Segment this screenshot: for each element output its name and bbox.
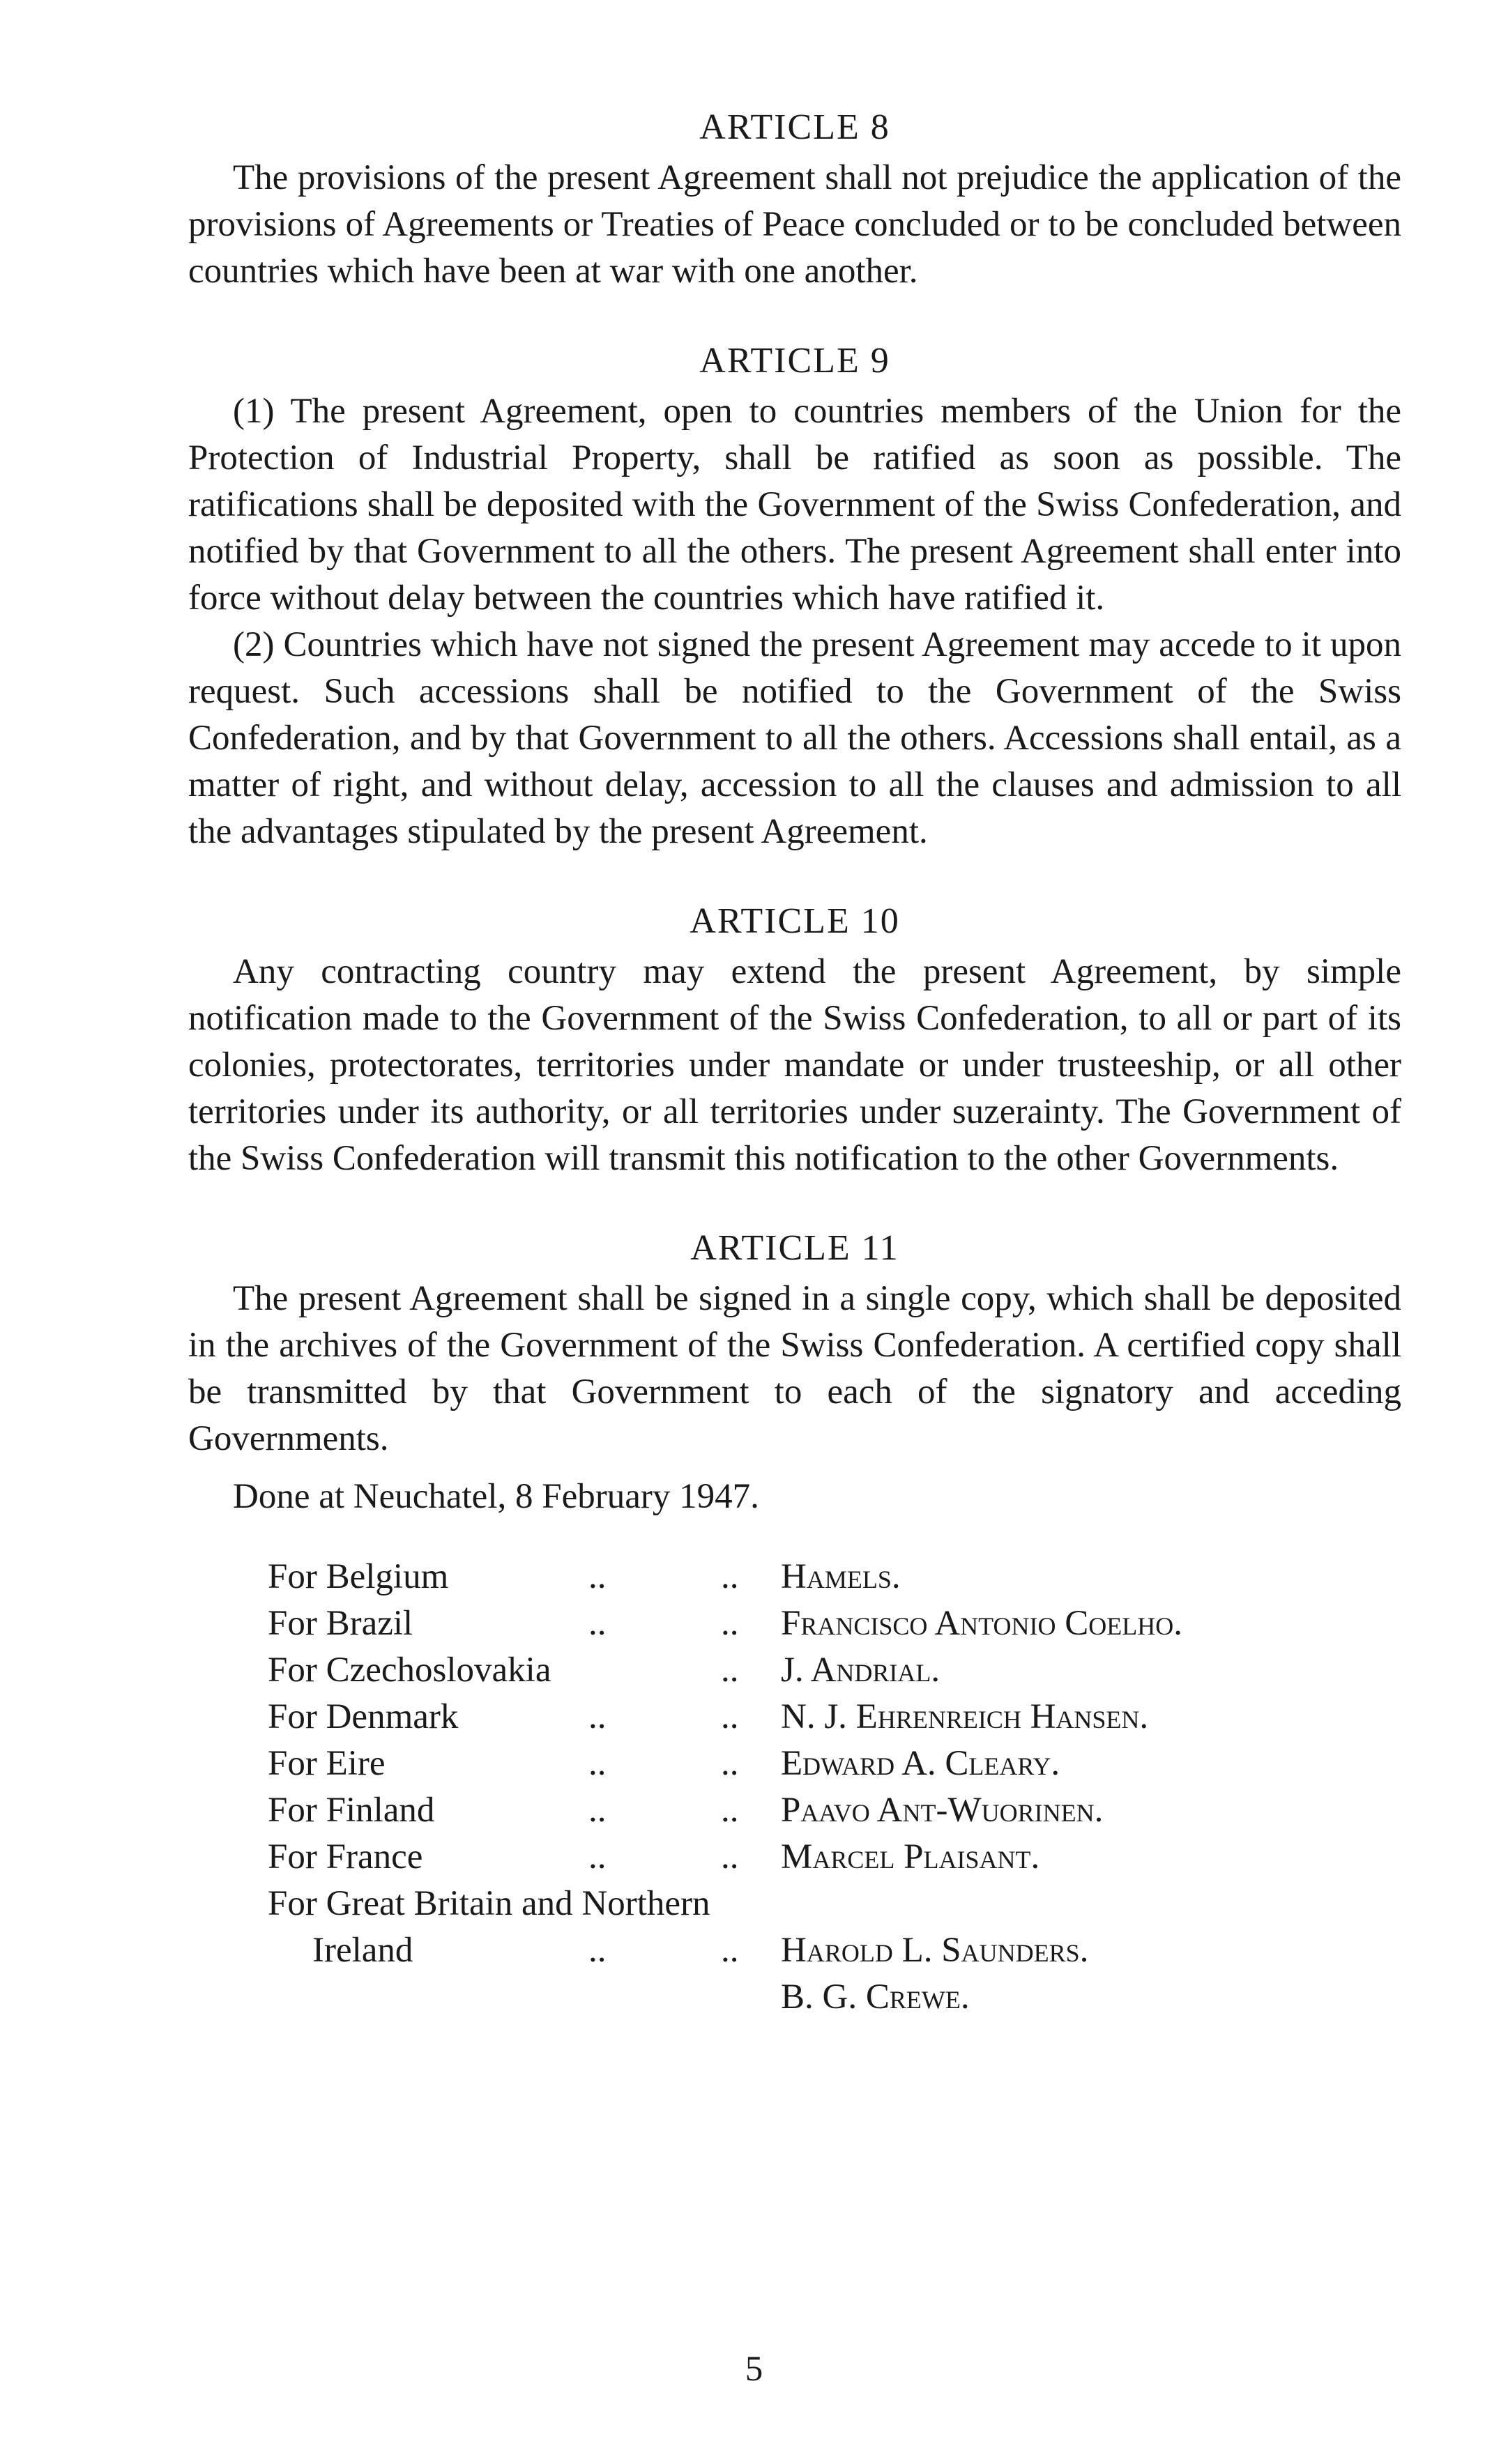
leader-dots: .. xyxy=(721,1931,739,1970)
document-page xyxy=(188,105,1401,2021)
article-heading: ARTICLE 8 xyxy=(699,107,890,147)
leader-dots: .. xyxy=(721,1604,739,1643)
article-paragraph: The present Agreement shall be signed in a single copy, which shall be deposited in the archives of the Government of the Swiss Confederation. A certified copy shall be transmitted by that Government to each of the signatory and acceding Governments. xyxy=(188,1279,1401,1458)
leader-dots: .. xyxy=(721,1557,739,1596)
leader-dots: .. xyxy=(721,1651,739,1690)
signature-country: For Finland xyxy=(268,1791,435,1830)
leader-dots: .. xyxy=(588,1931,607,1970)
signatory-name: Francisco Antonio Coelho. xyxy=(781,1604,1182,1643)
article-9 xyxy=(188,338,1401,855)
leader-dots: .. xyxy=(721,1791,739,1830)
signatory-name: N. J. Ehrenreich Hansen. xyxy=(781,1697,1149,1736)
leader-dots: .. xyxy=(721,1837,739,1876)
leader-dots: .. xyxy=(588,1791,607,1830)
signature-row-czechoslovakia xyxy=(268,1647,1401,1694)
signatory-name: Paavo Ant-Wuorinen. xyxy=(781,1791,1104,1830)
signatures-table xyxy=(268,1554,1401,2021)
article-11 xyxy=(188,1225,1401,1462)
leader-dots: .. xyxy=(721,1697,739,1736)
signatory-name: Edward A. Cleary. xyxy=(781,1744,1060,1783)
article-paragraph: The provisions of the present Agreement shall not prejudice the application of the provisions of Agreements or Treaties of Peace concluded or to be concluded between countries which have been at war with one another. xyxy=(188,158,1401,291)
signature-row-great-britain-line3 xyxy=(268,1974,1401,2021)
leader-dots: .. xyxy=(588,1604,607,1643)
article-heading: ARTICLE 11 xyxy=(690,1228,899,1268)
signatory-name: Hamels. xyxy=(781,1557,901,1596)
leader-dots xyxy=(588,1647,721,1694)
article-paragraph: (2) Countries which have not signed the present Agreement may accede to it upon request. Such accessions shall be notified to the Government of the Swiss Confederation, and by that Government to all the others. Accessions shall entail, as a matter of right, and without delay, accession to all the clauses and admission to all the advantages stipulated by the present Agreement. xyxy=(188,625,1401,851)
leader-dots: .. xyxy=(588,1557,607,1596)
signature-row-france xyxy=(268,1834,1401,1881)
leader-dots: .. xyxy=(588,1744,607,1783)
signature-country: Ireland xyxy=(312,1931,413,1970)
leader-dots: .. xyxy=(588,1697,607,1736)
signature-row-eire xyxy=(268,1740,1401,1787)
signature-row-denmark xyxy=(268,1694,1401,1740)
article-heading: ARTICLE 9 xyxy=(699,341,890,381)
signature-country: For Czechoslovakia xyxy=(268,1651,551,1690)
article-10 xyxy=(188,898,1401,1182)
signature-row-belgium xyxy=(268,1554,1401,1600)
empty-cell xyxy=(721,1974,781,2021)
article-paragraph: Any contracting country may extend the present Agreement, by simple notification made to the Government of the Swiss Confederation, to all or part of its colonies, protectorates, territories under mandate or under trusteeship, or all other territories under its authority, or all territories under suzerainty. The Government of the Swiss Confederation will transmit this notification to the other Governments. xyxy=(188,952,1401,1178)
signature-country: For Brazil xyxy=(268,1604,413,1643)
article-paragraph: (1) The present Agreement, open to countries members of the Union for the Protection of Industrial Property, shall be ratified as soon as possible. The ratifications shall be deposited with the Government of the Swiss Confederation, and notified by that Government to all the others. The present Agreement shall enter into force without delay between the countries which have ratified it. xyxy=(188,392,1401,618)
signature-row-finland xyxy=(268,1787,1401,1834)
signature-country: For Denmark xyxy=(268,1697,459,1736)
article-heading: ARTICLE 10 xyxy=(690,901,900,941)
signatory-name: J. Andrial. xyxy=(781,1651,940,1690)
done-at-line: Done at Neuchatel, 8 February 1947. xyxy=(233,1477,759,1516)
signature-row-great-britain-line2 xyxy=(268,1927,1401,1974)
empty-cell xyxy=(268,1974,588,2021)
leader-dots: .. xyxy=(588,1837,607,1876)
leader-dots: .. xyxy=(721,1744,739,1783)
page-number: 5 xyxy=(745,2350,763,2389)
signature-country: For Great Britain and Northern xyxy=(268,1884,710,1923)
article-8 xyxy=(188,105,1401,295)
signature-country: For France xyxy=(268,1837,423,1876)
signature-row-great-britain-line1 xyxy=(268,1881,1401,1927)
signature-row-brazil xyxy=(268,1600,1401,1647)
signature-country: For Eire xyxy=(268,1744,386,1783)
signatory-name: Marcel Plaisant. xyxy=(781,1837,1040,1876)
signature-country: For Belgium xyxy=(268,1557,449,1596)
signatory-name: Harold L. Saunders. xyxy=(781,1931,1089,1970)
signatory-name: B. G. Crewe. xyxy=(781,1977,970,2017)
empty-cell xyxy=(588,1974,721,2021)
